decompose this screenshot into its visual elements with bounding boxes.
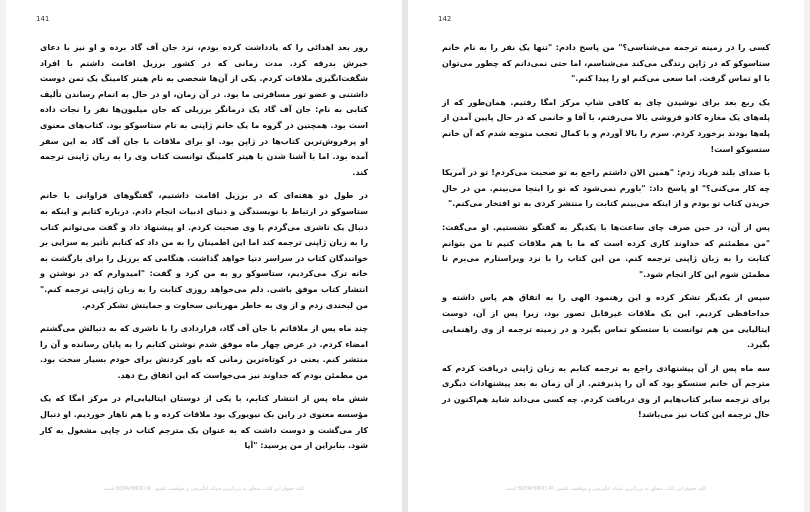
- paragraph: چند ماه پس از ملاقاتم با جان آف گاد، قراردادی را با ناشری که به دنبالش می‌گشتم امضاء کردم. در عرض چهار ماه موفق شدم نوشتن کتابم را به پایان رسانده و آن را منتشر کنم. یعنی در کوتاه‌ترین زمانی که باور کردنش برای خودم بسیار سخت بود. من مطمئن بودم که خداوند نیز می‌خواست که این اتفاق رخ دهد.: [40, 324, 368, 380]
- paragraph: شش ماه پس از انتشار کتابم، با یکی از دوستان ایتالیایی‌ام در مرکز امگا که یک مؤسسه معنوی در راین بک نیویورک بود ملاقات کرده و با هم ناهار خوردیم. او دنبال کار می‌گشت و دوست داشت که به عنوان یک مترجم کتاب در چاپی مشغول به کار شود. بنابراین از من پرسید: "آیا: [40, 394, 368, 451]
- paragraph: در طول دو هفته‌ای که در برزیل اقامت داشتیم، گفتگوهای فراوانی با خانم ستاسوکو در ارتباط با نویسندگی و دنیای ادبیات انجام دادم. درباره کتابم و اینکه به دنبال یک ناشری می‌گردم با وی صحبت کردم. او پیشنهاد داد و گفت می‌توانم کتاب را به زبان ژاپنی ترجمه کند اما این اطمینان را به من داد که کتابم تأثیر به سزایی بر خوانندگان کتاب در سراسر دنیا خواهد گذاشت. هنگامی که برزیل را برای بازگشت به خانه ترک می‌کردیم، ستاسوکو رو به من کرد و گفت: "امیدوارم که در نوشتن و انتشار کتاب موفق باشی. دلم می‌خواهد روزی کتابت را به زبان ژاپنی ترجمه کنم." من لبخندی زدم و از وی به خاطر مهربانی سخاوت و حمایتش تشکر کردم.: [40, 191, 368, 310]
- left-page: [6, 0, 402, 512]
- page-number: 141: [36, 15, 50, 23]
- paragraph: پس از آن، در حین صرف چای ساعت‌ها با یکدیگر به گفتگو نشستیم. او می‌گفت: "من مطمئنم که خداوند کاری کرده است که ما با هم ملاقات کنیم تا من بتوانم کتابت را به زبان ژاپنی ترجمه کنم. من این کتاب را با نزد ویراستارم می‌برم تا مطمئن شوم این کار انجام شود.": [442, 222, 770, 279]
- page-number: 142: [438, 15, 452, 23]
- paragraph: یک ربع بعد برای نوشیدن چای به کافی شاپ مرکز امگا رفتیم. همان‌طور که از پله‌های یک مغازه کادو فروشی بالا می‌رفتم، با آقا و خانمی که در حال پایین آمدن از پله‌ها بودند برخورد کردم. سرم را بالا آوردم و با کمال تعجب متوجه شدم که آن خانم ستسوکو است!: [442, 97, 770, 154]
- paragraph: سپس از یکدیگر تشکر کرده و این رهنمود الهی را به اتفاق هم پاس داشته و خداحافظی کردیم. این یک ملاقات غیرقابل تصور بود، زیرا پس از آن، دوست ایتالیایی من هم توانست با ستسکو تماس بگیرد و در زمینه ترجمه از وی راهنمایی بگیرد.: [442, 293, 770, 350]
- paragraph: سه ماه پس از آن پیشنهادی راجع به ترجمه کتابم به زبان ژاپنی دریافت کردم که مترجم آن خانم ستسکو بود که آن را پذیرفتم. از آن زمان به بعد پیشنهادات دیگری برای ترجمه سایر کتاب‌هایم از وی دریافت کردم. چه کسی می‌داند شاید هم‌اکنون در حال ترجمه این کتاب نیز می‌باشد!: [442, 363, 770, 420]
- right-page: [408, 0, 804, 512]
- paragraph: روز بعد اهدائی را که یادداشت کرده بودم، نزد جان آف گاد برده و او نیز با دعای خیرش بدرقه کرد. مدت زمانی که در کشور برزیل اقامت داشتم با افراد شگفت‌انگیزی ملاقات کردم. یکی از آن‌ها شخصی به نام هیتر کامینگ یک تمن دوست داشتنی و عضو تور مسافرتی ما بود. در آن زمان، او در حال به اتمام رساندن تألیف کتابی به نام: جان آف گاد یک درمانگر برزیلی که جان میلیون‌ها نفر را نجات داده است بود. همچنین در گروه ما یک خانم ژاپنی به نام ستاسوکو بود. کتاب‌های معنوی او پرفروش‌ترین کتاب‌ها در ژاپن بود. او برای ملاقات با جان آف گاد به این سفر آمده بود. اما با آشنا شدن با هیتر کامینگ توانست کتاب وی را به زبان ژاپنی ترجمه کند.: [40, 43, 368, 177]
- page-footer: کلیه حقوق این کتاب متعلق به بزرگترین شبکه انگیزشی و موفقیت کشور: BOYAHMOD.IR است: [505, 486, 707, 492]
- page-text: [442, 40, 770, 431]
- page-footer: کلیه حقوق این کتاب متعلق به بزرگترین شبکه انگیزشی و موفقیت کشور: BOYAHMOD.IR است: [103, 486, 305, 492]
- page-text: [40, 40, 368, 462]
- paragraph: با صدای بلند فریاد زدم: "همین الان داشتم راجع به تو صحبت می‌کردم! تو در آمریکا چه کار می‌کنی؟" او پاسخ داد: "باورم نمی‌شود که تو را اینجا می‌بینم. من در حال خریدن کتاب تو بودم و از اینکه می‌بینم کتابت را منتشر کردی به تو افتخار می‌کنم.": [442, 168, 770, 209]
- paragraph: کسی را در زمینه ترجمه می‌شناسی؟" من پاسخ دادم: "تنها یک نفر را به نام خانم ستاسوکو که در ژاپن زندگی می‌کند می‌شناسم، اما حتی نمی‌دانم که چطور می‌توان با او تماس گرفت. اما سعی می‌کنم او را پیدا کنم.": [442, 43, 770, 84]
